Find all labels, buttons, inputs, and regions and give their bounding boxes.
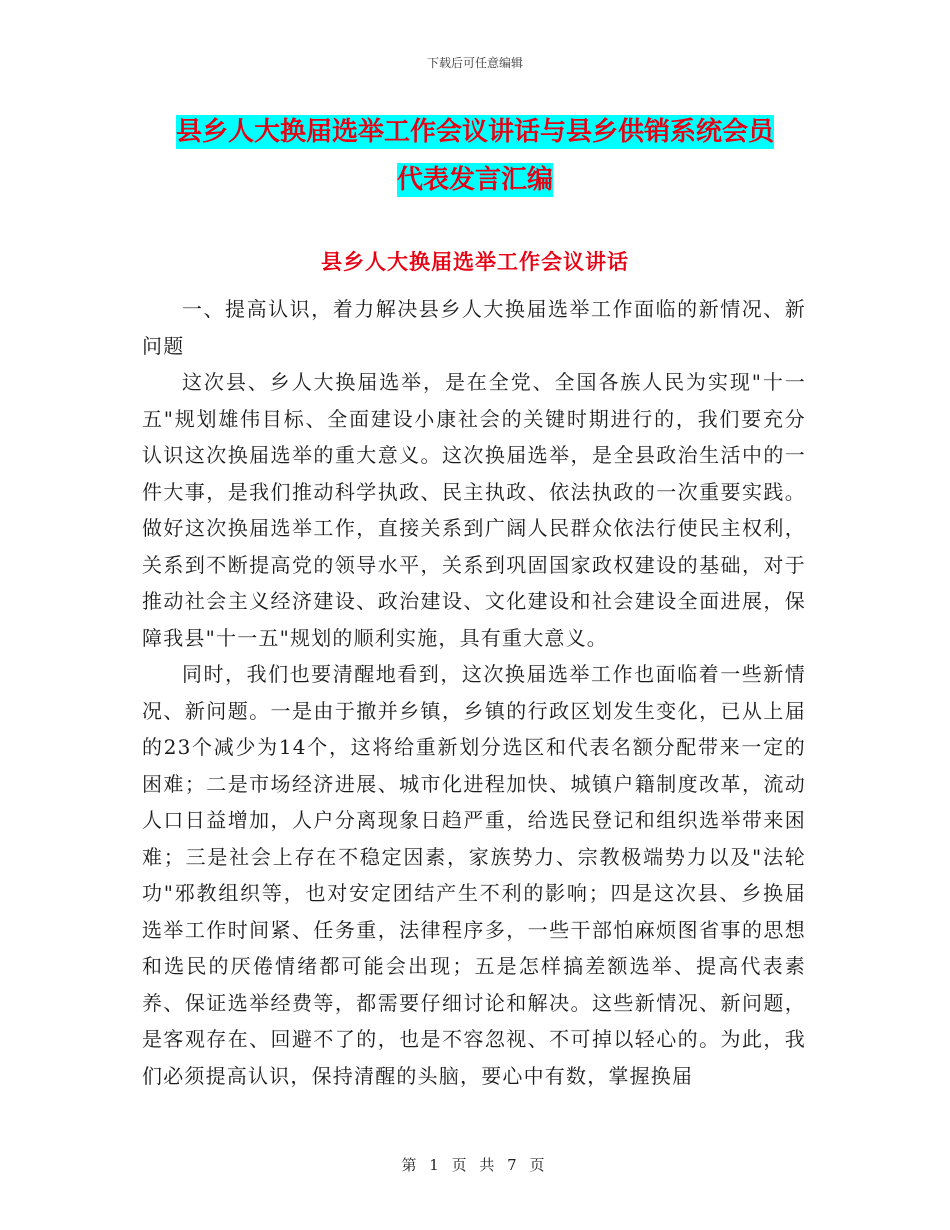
document-title-line-2: 代表发言汇编: [396, 165, 553, 195]
page-number: 第 1 页 共 7 页: [401, 1156, 549, 1174]
document-body: [142, 291, 806, 1094]
document-title-line-1: 县乡人大换届选举工作会议讲话与县乡供销系统会员: [175, 117, 774, 147]
paragraph-heading: 一、提高认识，着力解决县乡人大换届选举工作面临的新情况、新问题: [142, 297, 806, 358]
paragraph: 同时，我们也要清醒地看到，这次换届选举工作也面临着一些新情况、新问题。一是由于撤并乡镇，乡镇的行政区划发生变化，已从上届的23个减少为14个，这将给重新划分选区和代表名额分配带来一定的困难；二是市场经济进展、城市化进程加快、城镇户籍制度改革，流动人口日益增加，人户分离现象日趋严重，给选民登记和组织选举带来困难；三是社会上存在不稳定因素，家族势力、宗教极端势力以及"法轮功"邪教组织等，也对安定团结产生不利的影响；四是这次县、乡换届选举工作时间紧、任务重，法律程序多，一些干部怕麻烦图省事的思想和选民的厌倦情绪都可能会出现；五是怎样搞差额选举、提高代表素养、保证选举经费等，都需要仔细讨论和解决。这些新情况、新问题，是客观存在、回避不了的，也是不容忽视、不可掉以轻心的。为此，我们必须提高认识，保持清醒的头脑，要心中有数，掌握换届: [142, 662, 806, 1088]
document-title: [120, 108, 830, 204]
section-title: 县乡人大换届选举工作会议讲话: [321, 250, 629, 274]
page-header-note: 下载后可任意编辑: [426, 56, 523, 70]
paragraph: 这次县、乡人大换届选举，是在全党、全国各族人民为实现"十一五"规划雄伟目标、全面建设小康社会的关键时期进行的，我们要充分认识这次换届选举的重大意义。这次换届选举，是全县政治生活中的一件大事，是我们推动科学执政、民主执政、依法执政的一次重要实践。做好这次换届选举工作，直接关系到广阔人民群众依法行使民主权利，关系到不断提高党的领导水平，关系到巩固国家政权建设的基础，对于推动社会主义经济建设、政治建设、文化建设和社会建设全面进展，保障我县"十一五"规划的顺利实施，具有重大意义。: [142, 370, 806, 650]
